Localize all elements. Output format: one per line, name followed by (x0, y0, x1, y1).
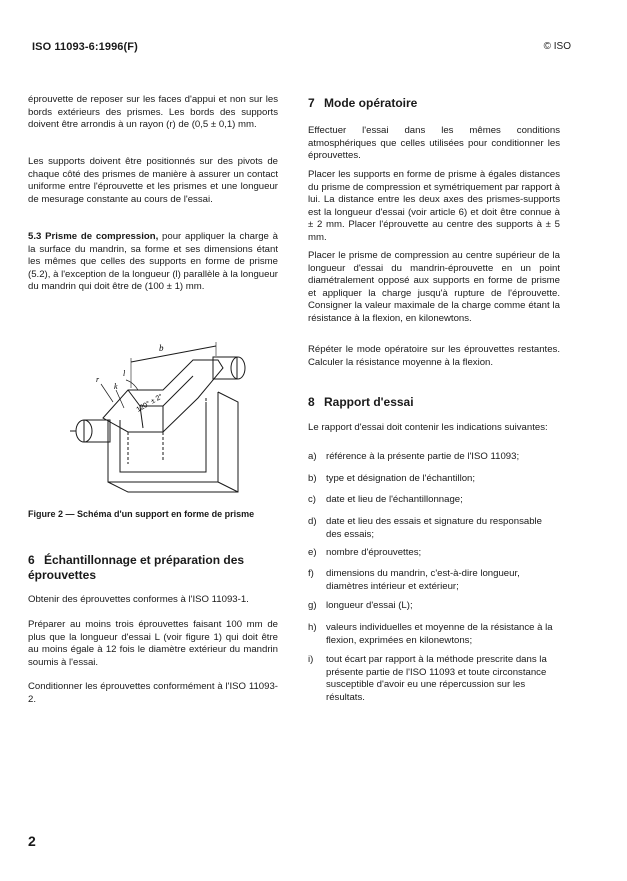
section-6-number: 6 (28, 553, 35, 567)
prism-support-drawing (68, 332, 250, 500)
list-item-label: c) (308, 494, 316, 505)
figure-prism-support (68, 332, 250, 500)
figure-label-l: l (123, 369, 126, 378)
list-item-text: longueur d'essai (L); (326, 600, 413, 611)
paragraph-supports-edges: éprouvette de reposer sur les faces d'appui et non sur les bords extérieurs des prismes. Les bords des supports doivent être arrondis à un rayon (r) de (0,5 ± 0,1) mm. (28, 94, 278, 131)
subsection-5-3-title: 5.3 Prisme de compression, (28, 231, 159, 242)
section-6-heading (28, 553, 278, 583)
document-reference: ISO 11093-6:1996(F) (32, 41, 138, 53)
figure-label-k: k (114, 382, 118, 391)
copyright-mark: © ISO (543, 41, 571, 52)
list-item (308, 516, 560, 541)
paragraph-6-2: Préparer au moins trois éprouvettes faisant 100 mm de plus que la longueur d'essai L (voir figure 1) qui doit être au moins égale à 12 fois le diamètre extérieur du mandrin soumis à l'essai. (28, 619, 278, 668)
section-7-heading (308, 96, 560, 111)
paragraph-7-3: Placer le prisme de compression au centre supérieur de la longueur d'essai du mandrin-éprouvette en un point diamétralement opposé aux supports en forme de prisme et appliquer la charge jusqu'à rupture de l'éprouvette. Consigner la valeur maximale de la charge comme étant la résistance à la flexion, en kilonewtons. (308, 250, 560, 324)
list-item-text: tout écart par rapport à la méthode prescrite dans la présente partie de l'ISO 11093 et toute circonstance susceptible d'avoir eu une répercussion sur les résultats. (326, 654, 547, 703)
list-item-text: référence à la présente partie de l'ISO 11093; (326, 451, 520, 462)
list-item (308, 568, 560, 593)
section-8-heading (308, 395, 560, 410)
list-item-text: date et lieu des essais et signature du responsable des essais; (326, 516, 542, 540)
list-item-text: dimensions du mandrin, c'est-à-dire longueur, diamètres intérieur et extérieur; (326, 568, 520, 592)
list-item (308, 473, 560, 486)
paragraph-7-2: Placer les supports en forme de prisme à égales distances du prisme de compression et symétriquement par rapport à lui. La distance entre les deux axes des prismes-supports est la longueur d'essai (voir article 6) et doit être connue à ± 2 mm. Placer l'éprouvette au centre des supports à ± 5 mm. (308, 169, 560, 243)
figure-label-b: b (159, 343, 164, 353)
list-item-label: b) (308, 473, 317, 484)
section-7-title: Mode opératoire (324, 96, 418, 110)
list-item-label: a) (308, 451, 317, 462)
list-item-text: nombre d'éprouvettes; (326, 547, 422, 558)
paragraph-5-3 (28, 231, 278, 294)
list-item-label: d) (308, 516, 317, 527)
list-item-label: f) (308, 568, 314, 579)
list-item (308, 622, 560, 647)
paragraph-7-4: Répéter le mode opératoire sur les éprouvettes restantes. Calculer la résistance moyenne à la flexion. (308, 344, 560, 368)
list-item-label: h) (308, 622, 317, 633)
section-8-title: Rapport d'essai (324, 395, 414, 409)
list-item-label: i) (308, 654, 314, 665)
paragraph-6-1: Obtenir des éprouvettes conformes à l'ISO 11093-1. (28, 594, 249, 605)
list-item (308, 600, 560, 613)
paragraph-7-1: Effectuer l'essai dans les mêmes conditions atmosphériques que celles utilisées pour conditionner les éprouvettes. (308, 125, 560, 162)
paragraph-8-intro: Le rapport d'essai doit contenir les indications suivantes: (308, 422, 548, 433)
list-item-label: g) (308, 600, 317, 611)
section-8-number: 8 (308, 395, 315, 409)
figure-label-r: r (96, 375, 100, 384)
list-item (308, 451, 560, 464)
list-item-text: date et lieu de l'échantillonnage; (326, 494, 463, 505)
paragraph-6-3: Conditionner les éprouvettes conformément à l'ISO 11093-2. (28, 681, 278, 705)
list-item (308, 547, 560, 560)
list-item-text: type et désignation de l'échantillon; (326, 473, 476, 484)
figure-caption: Figure 2 — Schéma d'un support en forme de prisme (28, 509, 255, 519)
section-6-title: Échantillonnage et préparation des éprouvettes (28, 553, 245, 582)
figure-angle-label: 120° ± 2° (135, 393, 165, 414)
page-number: 2 (28, 833, 36, 849)
list-item-text: valeurs individuelles et moyenne de la résistance à la flexion, exprimées en kilonewtons; (326, 622, 553, 646)
list-item-label: e) (308, 547, 317, 558)
subsection-5-3-text: pour appliquer la charge à la surface du mandrin, sa forme et ses dimensions étant les mêmes que celles des supports en forme de prisme (5.2), à l'exception de la longueur (l) parallèle à la longueur du mandrin qui doit être de (100 ± 1) mm. (28, 231, 278, 293)
list-item (308, 654, 560, 704)
section-7-number: 7 (308, 96, 315, 110)
list-item (308, 494, 560, 507)
paragraph-supports-position: Les supports doivent être positionnés sur des pivots de chaque côté des prismes de manière à assurer un contact uniforme entre l'éprouvette et les prismes et une longueur de mesurage constante au cours de l'essai. (28, 156, 278, 205)
